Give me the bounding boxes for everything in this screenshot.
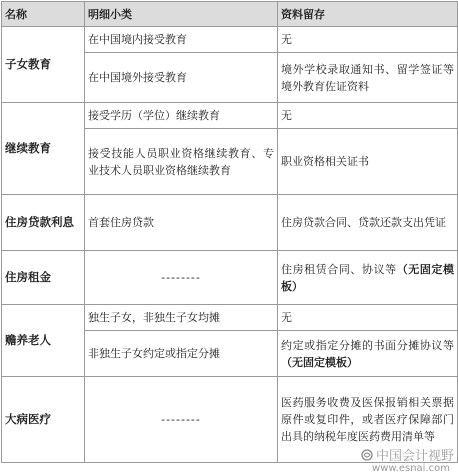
- materials-cell: [278, 251, 458, 305]
- category-cell: 继续教育: [2, 103, 85, 195]
- table-row: [2, 305, 458, 331]
- logo-icon: [361, 449, 373, 461]
- materials-cell: 境外学校录取通知书、留学签证等境外教育佐证资料: [278, 53, 458, 103]
- materials-cell: 无: [278, 305, 458, 331]
- category-cell: 子女教育: [2, 27, 85, 103]
- category-cell: 赡养老人: [2, 305, 85, 377]
- no-template-note: （无固定模板）: [281, 262, 455, 293]
- watermark-url: www.esnai.com: [372, 463, 450, 474]
- materials-cell: 住房贷款合同、贷款还款支出凭证: [278, 195, 458, 251]
- materials-cell: 无: [278, 27, 458, 53]
- materials-text: 约定或指定分摊的书面分摊协议等: [281, 338, 454, 352]
- table-row: [2, 103, 458, 129]
- detail-cell: --------: [85, 377, 278, 463]
- table-row: [2, 27, 458, 53]
- materials-cell: 无: [278, 103, 458, 129]
- category-cell: 大病医疗: [2, 377, 85, 463]
- detail-cell: 在中国境外接受教育: [85, 53, 278, 103]
- header-detail: 明细小类: [85, 2, 278, 27]
- category-cell: 住房租金: [2, 251, 85, 305]
- detail-cell: --------: [85, 251, 278, 305]
- detail-cell: 独生子女，非独生子女均摊: [85, 305, 278, 331]
- materials-cell: 医药服务收费及医保报销相关票据原件或复印件，或者医疗保障部门出具的纳税年度医药费用清单等: [278, 377, 458, 463]
- table-row: [2, 195, 458, 251]
- detail-cell: 接受学历（学位）继续教育: [85, 103, 278, 129]
- header-materials: 资料留存: [278, 2, 458, 27]
- watermark: [361, 445, 454, 464]
- materials-text: 住房租赁合同、协议等: [281, 262, 397, 276]
- detail-cell: 接受技能人员职业资格继续教育、专业技术人员职业资格继续教育: [85, 129, 278, 195]
- table-row: [2, 251, 458, 305]
- no-template-note: （无固定模板）: [281, 355, 358, 369]
- watermark-text: 中国会计视野: [375, 448, 454, 463]
- detail-cell: 非独生子女约定或指定分摊: [85, 331, 278, 377]
- header-name: 名称: [2, 2, 85, 27]
- deduction-table: [1, 1, 458, 463]
- detail-cell: 在中国境内接受教育: [85, 27, 278, 53]
- table-header-row: [2, 2, 458, 27]
- materials-cell: [278, 331, 458, 377]
- detail-cell: 首套住房贷款: [85, 195, 278, 251]
- category-cell: 住房贷款利息: [2, 195, 85, 251]
- materials-cell: 职业资格相关证书: [278, 129, 458, 195]
